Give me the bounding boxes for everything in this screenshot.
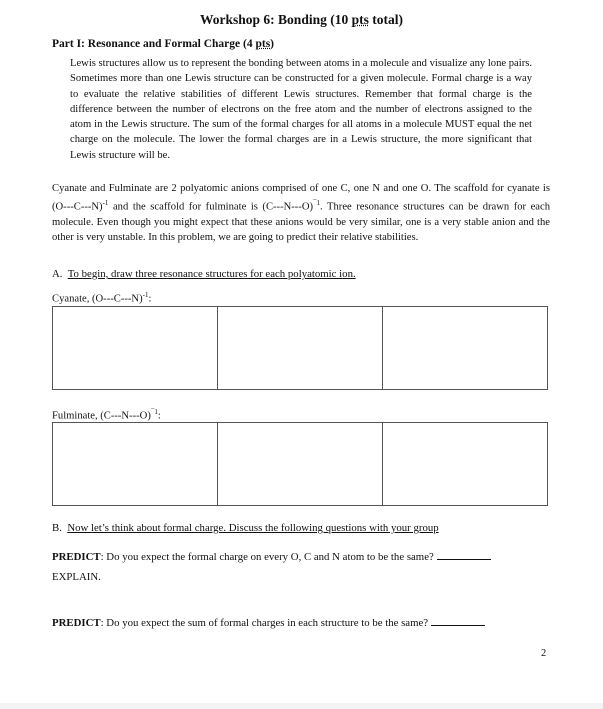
question-b: B. Now let’s think about formal charge. Discuss the following questions with your group bbox=[52, 522, 439, 534]
fulminate-structure-box-2[interactable] bbox=[218, 423, 383, 505]
pts-word: pts bbox=[255, 38, 271, 50]
cyanate-structure-box-3[interactable] bbox=[383, 307, 547, 389]
predict-question-1: PREDICT: Do you expect the formal charge on every O, C and N atom to be the same? bbox=[52, 550, 491, 563]
fulminate-drawing-boxes bbox=[52, 422, 548, 506]
cyanate-structure-box-1[interactable] bbox=[53, 307, 218, 389]
cyanate-label: Cyanate, $(O---C---N)^{-1}$: bbox=[52, 291, 152, 305]
cyanate-drawing-boxes bbox=[52, 306, 548, 390]
part-heading: Part I: Resonance and Formal Charge (4 pts) bbox=[52, 38, 275, 50]
explain-prompt: EXPLAIN. bbox=[52, 571, 101, 583]
fulminate-structure-box-3[interactable] bbox=[383, 423, 547, 505]
page-bottom-edge bbox=[0, 703, 603, 709]
answer-blank-1[interactable] bbox=[437, 550, 491, 560]
page-title: Workshop 6: Bonding (10 pts total) bbox=[200, 12, 403, 27]
page-number: 2 bbox=[541, 648, 547, 659]
question-a: A. To begin, draw three resonance structures for each polyatomic ion. bbox=[52, 268, 356, 280]
anion-paragraph: Cyanate and Fulminate are 2 polyatomic anions comprised of one C, one N and one O. The scaffold for cyanate is $(O---C---N)^{-1}$ and the scaffold for fulminate is $(C---N---O)^{¯1}$. Three resonance structures can be drawn for each molecule. Even though you might expect that these anions would be very similar, one is a very stable anion and the other is very unstable. In this problem, we are going to predict their relative stabilities. bbox=[52, 183, 551, 244]
predict-question-2: PREDICT: Do you expect the sum of formal charges in each structure to be the same? bbox=[52, 616, 485, 629]
answer-blank-2[interactable] bbox=[431, 616, 485, 626]
fulminate-structure-box-1[interactable] bbox=[53, 423, 218, 505]
pts-word: pts bbox=[351, 12, 369, 27]
cyanate-structure-box-2[interactable] bbox=[218, 307, 383, 389]
fulminate-label: Fulminate, $(C---N---O)^{¯1}$: bbox=[52, 408, 161, 422]
intro-paragraph: Lewis structures allow us to represent the bonding between atoms in a molecule and visualize any lone pairs. Sometimes more than one Lewis structure can be constructed for a given molecule. Formal charge is a way to evaluate the relative stabilities of different Lewis structures. Remember that formal charge is the difference between the number of electrons on the free atom and the number of electrons assigned to the atom in the Lewis structure. The sum of the formal charges for all atoms in a molecule MUST equal the net charge on the molecule. The lower the formal charges are in a Lewis structure, the more significant that Lewis structure will be. bbox=[70, 58, 532, 161]
